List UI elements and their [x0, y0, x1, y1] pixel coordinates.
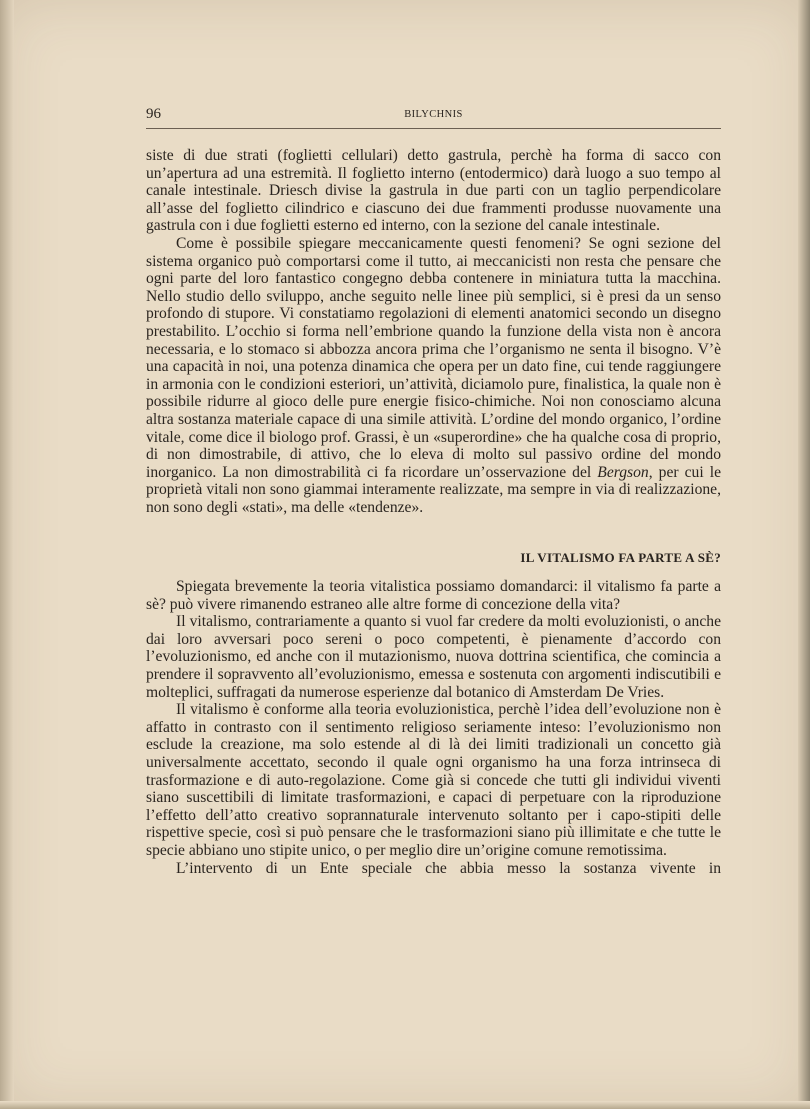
running-title: BILYCHNIS: [404, 109, 463, 120]
page-number: 96: [146, 106, 161, 122]
body-text: [146, 147, 721, 877]
paragraph-text: , per cui le proprietà vitali non sono giammai interamente realizzate, ma sempre in via di realizzazione, non sono degli «stati», ma delle «tendenze».: [146, 463, 721, 516]
page-left-edge: [0, 0, 14, 1109]
paragraph: Spiegata brevemente la teoria vitalistica possiamo domandarci: il vitalismo fa parte a sè? può vivere rimanendo estraneo alle altre forme di concezione della vita?: [146, 578, 721, 613]
section-heading: IL VITALISMO FA PARTE A SÈ?: [520, 550, 721, 566]
page-header: [146, 104, 721, 129]
paragraph: Il vitalismo, contrariamente a quanto si vuol far credere da molti evoluzionisti, o anche dai loro avversari poco sereni o poco competenti, è pienamente d’accordo con l’evoluzionismo, ed anche con il mutazionismo, nuova dottrina scientifica, che comincia a prendere il sopravvento all’evoluzionismo, emessa e sostenuta con argomenti indiscutibili e molteplici, suffragati da numerose esperienze dal botanico di Amsterdam De Vries.: [146, 613, 721, 701]
page-bottom-edge: [0, 1101, 810, 1109]
paragraph: siste di due strati (foglietti cellulari) detto gastrula, perchè ha forma di sacco con un’apertura ad una estremità. Il foglietto interno (entodermico) darà luogo a suo tempo al canale intestinale. Driesch divise la gastrula in due parti con un taglio perpendicolare all’asse del foglietto cilindrico e ciascuno dei due frammenti produsse nuovamente una gastrula con i due foglietti esterno ed interno, con la sezione del canale intestinale.: [146, 147, 721, 235]
paragraph-text: Come è possibile spiegare meccanicamente questi fenomeni? Se ogni sezione del sistema organico può comportarsi come il tutto, ai meccanicisti non resta che pensare che ogni parte del loro fantastico congegno debba contenere in miniatura tutta la macchina. Nello studio dello sviluppo, anche seguito nelle linee più semplici, si è presi da un senso profondo di stupore. Vi constatiamo regolazioni di elementi anatomici secondo un disegno prestabilito. L’occhio si forma nell’embrione quando la funzione della vista non è ancora necessaria, e lo stomaco si abbozza ancora prima che l’organismo ne senta il bisogno. V’è una capacità in noi, una potenza dinamica che opera per un dato fine, cui tende raggiungere in armonia con le condizioni esteriori, un’attività, diciamolo pure, finalistica, la quale non è possibile ridurre al gioco delle pure energie fisico-chimiche. Noi non conosciamo alcuna altra sostanza materiale capace di una simile attività. L’ordine del mondo organico, l’ordine vitale, come dice il biologo prof. Grassi, è un «superordine» che ha qualche cosa di proprio, di non dimostrabile, di attivo, che lo eleva di molto sul passivo ordine del mondo inorganico. La non dimostrabilità ci fa ricordare un’osservazione del: [146, 234, 721, 481]
paragraph: Il vitalismo è conforme alla teoria evoluzionistica, perchè l’idea dell’evoluzione non è affatto in contrasto con il sentimento religioso seriamente inteso: l’evoluzionismo non esclude la creazione, ma solo estende al di là dei limiti tradizionali un concetto già universalmente accettato, secondo il quale ogni organismo ha una forza intrinseca di trasformazione e di auto-regolazione. Come già si concede che tutti gli individui viventi siano suscettibili di limitate trasformazioni, e capaci di perpetuare con la riproduzione l’effetto dell’atto creativo soprannaturale intervenuto soltanto per i capo-stipiti delle rispettive specie, così si può pensare che le trasformazioni siano più illimitate e che tutte le specie abbiano uno stipite unico, o per meglio dire un’origine comune remotissima.: [146, 701, 721, 859]
paragraph: L’intervento di un Ente speciale che abbia messo la sostanza vivente in: [176, 859, 721, 877]
paragraph: [146, 235, 721, 517]
page-right-edge: [798, 0, 810, 1109]
italic-name: Bergson: [597, 463, 649, 481]
